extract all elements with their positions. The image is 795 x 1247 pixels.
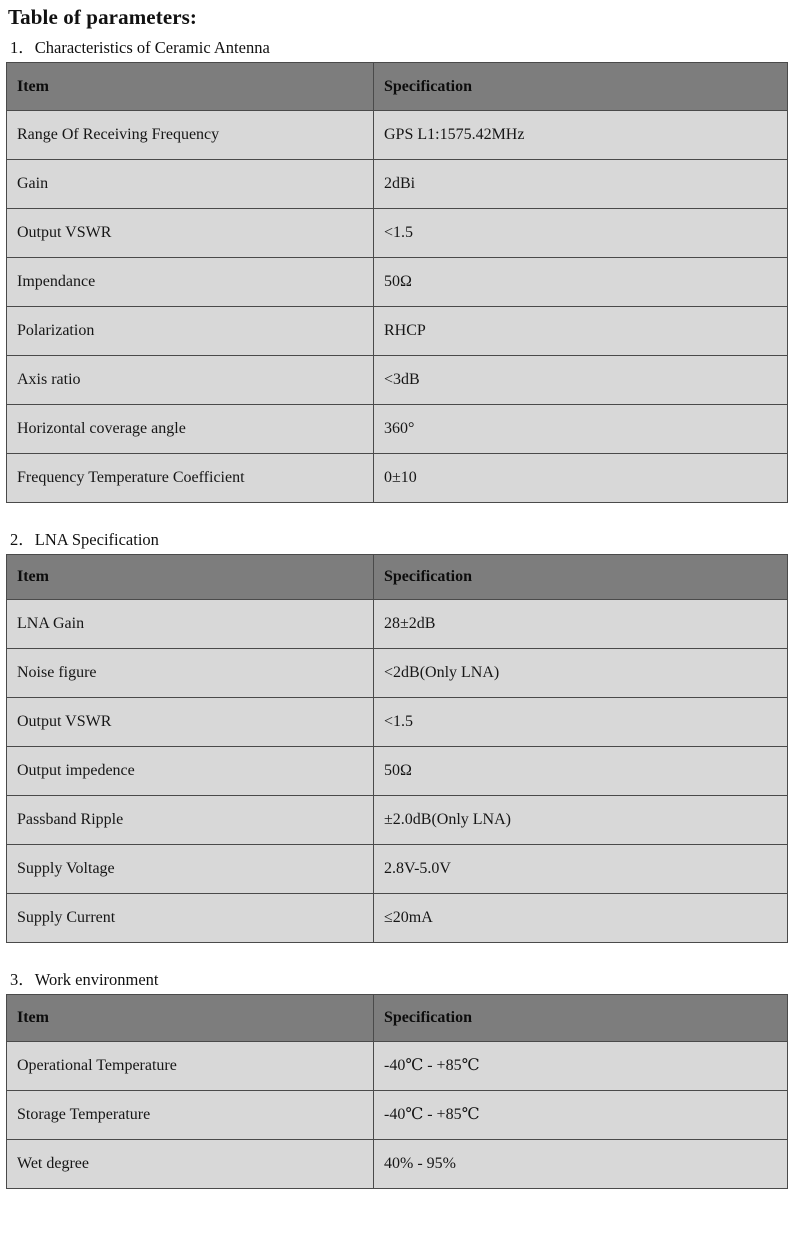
table-lna-specification bbox=[6, 554, 788, 943]
cell-item: Output VSWR bbox=[7, 209, 374, 258]
cell-item: Wet degree bbox=[7, 1140, 374, 1189]
cell-item: Output impedence bbox=[7, 747, 374, 796]
cell-item: LNA Gain bbox=[7, 600, 374, 649]
cell-specification: GPS L1:1575.42MHz bbox=[374, 111, 788, 160]
table-row bbox=[7, 600, 788, 649]
cell-specification: 360° bbox=[374, 405, 788, 454]
table-row bbox=[7, 307, 788, 356]
section-title-2: LNA Specification bbox=[34, 530, 159, 550]
section-number-2: 2． bbox=[10, 530, 35, 550]
table-row bbox=[7, 845, 788, 894]
table-characteristics-of-ceramic-antenna bbox=[6, 62, 788, 503]
cell-item: Impendance bbox=[7, 258, 374, 307]
cell-item: Horizontal coverage angle bbox=[7, 405, 374, 454]
table-row bbox=[7, 258, 788, 307]
page-title: Table of parameters: bbox=[8, 5, 198, 29]
cell-specification: 2.8V-5.0V bbox=[374, 845, 788, 894]
table-row bbox=[7, 796, 788, 845]
cell-specification: -40℃ - +85℃ bbox=[374, 1042, 788, 1091]
table-row bbox=[7, 1042, 788, 1091]
table-row bbox=[7, 454, 788, 503]
table-row bbox=[7, 894, 788, 943]
table-header-row bbox=[7, 995, 788, 1042]
cell-item: Supply Current bbox=[7, 894, 374, 943]
table-row bbox=[7, 405, 788, 454]
cell-specification: <1.5 bbox=[374, 209, 788, 258]
section-spacer bbox=[0, 943, 795, 961]
cell-specification: <3dB bbox=[374, 356, 788, 405]
column-header-specification: Specification bbox=[374, 995, 788, 1042]
section-title-3: Work environment bbox=[34, 970, 159, 990]
cell-specification: RHCP bbox=[374, 307, 788, 356]
table-row bbox=[7, 356, 788, 405]
section-title-1: Characteristics of Ceramic Antenna bbox=[34, 38, 270, 58]
section-number-3: 3． bbox=[10, 970, 35, 990]
cell-specification: 50Ω bbox=[374, 747, 788, 796]
column-header-item: Item bbox=[7, 63, 374, 111]
cell-specification: 50Ω bbox=[374, 258, 788, 307]
section-heading-3 bbox=[0, 961, 795, 994]
column-header-specification: Specification bbox=[374, 63, 788, 111]
section-number-1: 1． bbox=[10, 38, 35, 58]
cell-specification: 28±2dB bbox=[374, 600, 788, 649]
table-row bbox=[7, 747, 788, 796]
cell-specification: <1.5 bbox=[374, 698, 788, 747]
cell-item: Passband Ripple bbox=[7, 796, 374, 845]
cell-specification: -40℃ - +85℃ bbox=[374, 1091, 788, 1140]
table-header-row bbox=[7, 555, 788, 600]
column-header-item: Item bbox=[7, 555, 374, 600]
table-header-row bbox=[7, 63, 788, 111]
table-row bbox=[7, 160, 788, 209]
table-work-environment bbox=[6, 994, 788, 1189]
cell-item: Axis ratio bbox=[7, 356, 374, 405]
cell-item: Storage Temperature bbox=[7, 1091, 374, 1140]
cell-item: Supply Voltage bbox=[7, 845, 374, 894]
table-row bbox=[7, 1140, 788, 1189]
table-row bbox=[7, 1091, 788, 1140]
cell-specification: ≤20mA bbox=[374, 894, 788, 943]
cell-specification: <2dB(Only LNA) bbox=[374, 649, 788, 698]
section-heading-1 bbox=[0, 29, 795, 62]
section-spacer bbox=[0, 503, 795, 521]
cell-item: Operational Temperature bbox=[7, 1042, 374, 1091]
cell-specification: 2dBi bbox=[374, 160, 788, 209]
cell-item: Frequency Temperature Coefficient bbox=[7, 454, 374, 503]
cell-item: Polarization bbox=[7, 307, 374, 356]
table-row bbox=[7, 649, 788, 698]
column-header-specification: Specification bbox=[374, 555, 788, 600]
table-row bbox=[7, 698, 788, 747]
cell-specification: 40% - 95% bbox=[374, 1140, 788, 1189]
cell-item: Noise figure bbox=[7, 649, 374, 698]
cell-item: Range Of Receiving Frequency bbox=[7, 111, 374, 160]
table-row bbox=[7, 209, 788, 258]
cell-item: Output VSWR bbox=[7, 698, 374, 747]
column-header-item: Item bbox=[7, 995, 374, 1042]
cell-specification: 0±10 bbox=[374, 454, 788, 503]
cell-specification: ±2.0dB(Only LNA) bbox=[374, 796, 788, 845]
cell-item: Gain bbox=[7, 160, 374, 209]
section-heading-2 bbox=[0, 521, 795, 554]
table-row bbox=[7, 111, 788, 160]
